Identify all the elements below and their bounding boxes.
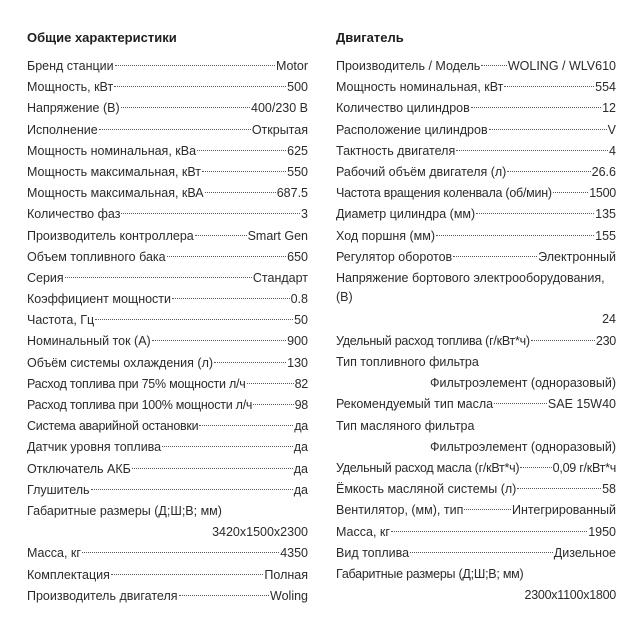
spec-row bbox=[336, 98, 616, 119]
spec-label: Отключатель АКБ bbox=[27, 461, 131, 476]
dotted-leader bbox=[132, 468, 293, 469]
dotted-leader bbox=[517, 488, 601, 489]
dotted-leader bbox=[531, 340, 595, 341]
dotted-leader bbox=[121, 107, 250, 108]
spec-row bbox=[27, 226, 308, 247]
spec-label: Мощность, кВт bbox=[27, 80, 114, 95]
spec-row bbox=[27, 289, 308, 310]
spec-value: 135 bbox=[595, 207, 616, 222]
spec-row bbox=[336, 543, 616, 564]
spec-value: да bbox=[294, 419, 308, 434]
spec-row bbox=[27, 480, 308, 501]
spec-value: 500 bbox=[287, 80, 308, 95]
spec-value: SAE 15W40 bbox=[547, 397, 616, 412]
spec-row bbox=[336, 522, 616, 543]
spec-value: Woling bbox=[270, 588, 308, 603]
dotted-leader bbox=[504, 86, 594, 87]
spec-value: да bbox=[293, 461, 308, 476]
engine-specs-title: Двигатель bbox=[336, 30, 404, 45]
spec-label: Объём системы охлаждения (л) bbox=[27, 355, 214, 370]
spec-label: Серия bbox=[27, 270, 64, 285]
spec-label: Номинальный ток (А) bbox=[27, 334, 151, 349]
spec-row bbox=[336, 416, 616, 458]
spec-row bbox=[336, 500, 616, 521]
spec-label: Частота вращения коленвала (об/мин) bbox=[336, 186, 552, 201]
dotted-leader bbox=[410, 552, 553, 553]
dotted-leader bbox=[464, 509, 511, 510]
spec-row bbox=[336, 394, 616, 415]
spec-value: 26.6 bbox=[591, 164, 616, 179]
dotted-leader bbox=[197, 150, 286, 151]
spec-value: 2300x1100x1800 bbox=[524, 588, 616, 603]
dotted-leader bbox=[121, 213, 300, 214]
spec-label: Вентилятор, (мм), тип bbox=[336, 503, 464, 518]
spec-row bbox=[27, 374, 308, 395]
spec-row bbox=[27, 98, 308, 119]
spec-value: 0.8 bbox=[290, 292, 308, 307]
spec-value: 24 bbox=[602, 311, 616, 326]
general-specs-list bbox=[27, 56, 308, 607]
dotted-leader bbox=[471, 107, 601, 108]
spec-label: Удельный расход топлива (г/кВт*ч) bbox=[336, 333, 530, 348]
dotted-leader bbox=[494, 403, 547, 404]
spec-row bbox=[336, 56, 616, 77]
spec-label: Тип масляного фильтра bbox=[336, 418, 475, 433]
spec-value: да bbox=[293, 482, 308, 497]
spec-value: Фильтроэлемент (одноразовый) bbox=[429, 376, 616, 391]
spec-row bbox=[336, 458, 616, 479]
dotted-leader bbox=[553, 192, 588, 193]
spec-value: Интегрированный bbox=[511, 503, 616, 518]
dotted-leader bbox=[453, 256, 537, 257]
spec-row bbox=[336, 564, 616, 606]
dotted-leader bbox=[179, 595, 269, 596]
spec-row bbox=[27, 183, 308, 204]
spec-row bbox=[336, 141, 616, 162]
spec-value: 687.5 bbox=[276, 186, 308, 201]
spec-label: Мощность номинальная, кВт bbox=[336, 80, 504, 95]
dotted-leader bbox=[205, 192, 276, 193]
spec-label: Производитель двигателя bbox=[27, 588, 178, 603]
dotted-leader bbox=[162, 446, 293, 447]
spec-row bbox=[336, 120, 616, 141]
spec-value: 58 bbox=[602, 482, 616, 497]
spec-row bbox=[27, 586, 308, 607]
spec-label: Напряжение (В) bbox=[27, 101, 120, 116]
spec-value: 50 bbox=[294, 313, 308, 328]
spec-row bbox=[27, 247, 308, 268]
spec-label: Расход топлива при 100% мощности л/ч bbox=[27, 398, 253, 412]
spec-label: Регулятор оборотов bbox=[336, 249, 453, 264]
spec-label: Ход поршня (мм) bbox=[336, 228, 435, 243]
dotted-leader bbox=[476, 213, 594, 214]
spec-row bbox=[27, 416, 308, 437]
spec-row bbox=[27, 141, 308, 162]
dotted-leader bbox=[172, 298, 290, 299]
spec-value: 155 bbox=[595, 228, 616, 243]
spec-label: Удельный расход масла (г/кВт*ч) bbox=[336, 461, 520, 475]
spec-label: Рабочий объём двигателя (л) bbox=[336, 164, 507, 179]
spec-label: Габаритные размеры (Д;Ш;В; мм) bbox=[336, 566, 524, 581]
spec-label: Мощность максимальная, кВт bbox=[27, 164, 202, 179]
spec-row bbox=[27, 310, 308, 331]
spec-row bbox=[336, 204, 616, 225]
dotted-leader bbox=[507, 171, 590, 172]
spec-label: Мощность номинальная, кВа bbox=[27, 143, 197, 158]
dotted-leader bbox=[99, 129, 251, 130]
spec-value: 3420x1500x2300 bbox=[212, 525, 308, 540]
spec-label: Мощность максимальная, кВА bbox=[27, 186, 204, 201]
spec-row bbox=[27, 56, 308, 77]
spec-value: 550 bbox=[287, 164, 308, 179]
spec-value: WOLING / WLV610 bbox=[507, 59, 616, 73]
dotted-leader bbox=[82, 552, 279, 553]
spec-value: Дизельное bbox=[553, 545, 616, 560]
spec-row bbox=[27, 162, 308, 183]
spec-value: V bbox=[607, 122, 616, 137]
spec-value: Motor bbox=[276, 59, 308, 73]
spec-row bbox=[27, 501, 308, 543]
spec-value: 230 bbox=[595, 333, 616, 348]
spec-row bbox=[27, 331, 308, 352]
spec-label: Рекомендуемый тип масла bbox=[336, 397, 494, 412]
dotted-leader bbox=[111, 574, 264, 575]
dotted-leader bbox=[456, 150, 608, 151]
dotted-leader bbox=[115, 65, 275, 66]
spec-value: 900 bbox=[287, 334, 308, 349]
spec-value: 650 bbox=[287, 249, 308, 264]
spec-row bbox=[336, 479, 616, 500]
engine-specs-list bbox=[336, 56, 616, 606]
dotted-leader bbox=[152, 340, 286, 341]
spec-row bbox=[27, 437, 308, 458]
spec-value: Стандарт bbox=[252, 270, 308, 285]
spec-label: Исполнение bbox=[27, 122, 98, 137]
spec-value: 4 bbox=[609, 143, 616, 158]
spec-value: 130 bbox=[287, 355, 308, 370]
spec-row bbox=[27, 543, 308, 564]
spec-label: Габаритные размеры (Д;Ш;В; мм) bbox=[27, 503, 222, 518]
spec-value: 1500 bbox=[589, 186, 616, 201]
spec-label: Датчик уровня топлива bbox=[27, 440, 162, 455]
spec-label: Объем топливного бака bbox=[27, 249, 166, 264]
spec-value: 3 bbox=[301, 207, 308, 222]
dotted-leader bbox=[214, 362, 286, 363]
spec-row bbox=[336, 331, 616, 352]
spec-label: Производитель контроллера bbox=[27, 228, 194, 243]
dotted-leader bbox=[199, 425, 293, 426]
spec-label: Производитель / Модель bbox=[336, 59, 481, 73]
spec-row bbox=[27, 204, 308, 225]
dotted-leader bbox=[202, 171, 286, 172]
spec-label: Расположение цилиндров bbox=[336, 122, 488, 137]
spec-label: Тактность двигателя bbox=[336, 143, 456, 158]
spec-row bbox=[336, 226, 616, 247]
spec-label: Масса, кг bbox=[27, 546, 81, 561]
spec-label: Напряжение бортового электрооборудования, (В) bbox=[336, 270, 605, 304]
spec-row bbox=[336, 162, 616, 183]
dotted-leader bbox=[253, 404, 293, 405]
dotted-leader bbox=[436, 235, 594, 236]
spec-value: 625 bbox=[287, 143, 308, 158]
spec-value: Открытая bbox=[251, 122, 308, 137]
spec-label: Бренд станции bbox=[27, 59, 114, 73]
spec-row bbox=[27, 268, 308, 289]
spec-label: Система аварийной остановки bbox=[27, 419, 199, 434]
dotted-leader bbox=[167, 256, 287, 257]
spec-value: 400/230 В bbox=[251, 101, 308, 116]
spec-label: Количество фаз bbox=[27, 207, 121, 222]
spec-value: Smart Gen bbox=[247, 228, 308, 243]
spec-row bbox=[27, 565, 308, 586]
dotted-leader bbox=[195, 235, 247, 236]
spec-value: 4350 bbox=[280, 546, 308, 561]
dotted-leader bbox=[91, 489, 293, 490]
spec-value: 0,09 г/кВт*ч bbox=[552, 461, 616, 475]
spec-row bbox=[336, 77, 616, 98]
spec-label: Частота, Гц bbox=[27, 313, 95, 328]
spec-row bbox=[27, 459, 308, 480]
spec-row bbox=[336, 183, 616, 204]
spec-value: да bbox=[293, 440, 308, 455]
spec-label: Коэффициент мощности bbox=[27, 292, 172, 307]
spec-row bbox=[27, 395, 308, 416]
spec-row bbox=[27, 120, 308, 141]
spec-row bbox=[336, 268, 616, 331]
spec-label: Тип топливного фильтра bbox=[336, 355, 479, 370]
spec-value: Фильтроэлемент (одноразовый) bbox=[429, 439, 616, 454]
spec-label: Диаметр цилиндра (мм) bbox=[336, 207, 476, 222]
dotted-leader bbox=[95, 319, 293, 320]
spec-value: Полная bbox=[264, 567, 308, 582]
dotted-leader bbox=[391, 531, 587, 532]
dotted-leader bbox=[114, 86, 286, 87]
spec-row bbox=[336, 352, 616, 394]
general-specs-title: Общие характеристики bbox=[27, 30, 177, 45]
spec-value: 1950 bbox=[588, 524, 616, 539]
spec-label: Глушитель bbox=[27, 482, 90, 497]
spec-label: Масса, кг bbox=[336, 524, 390, 539]
spec-value: 554 bbox=[595, 80, 616, 95]
dotted-leader bbox=[247, 383, 294, 384]
dotted-leader bbox=[489, 129, 607, 130]
spec-label: Ёмкость масляной системы (л) bbox=[336, 482, 517, 497]
spec-value: Электронный bbox=[538, 249, 616, 264]
spec-label: Комплектация bbox=[27, 567, 110, 582]
spec-row bbox=[336, 247, 616, 268]
spec-value: 98 bbox=[294, 398, 308, 412]
spec-row bbox=[27, 353, 308, 374]
spec-label: Количество цилиндров bbox=[336, 101, 470, 116]
spec-label: Расход топлива при 75% мощности л/ч bbox=[27, 376, 246, 391]
spec-row bbox=[27, 77, 308, 98]
dotted-leader bbox=[481, 65, 507, 66]
dotted-leader bbox=[520, 467, 551, 468]
spec-value: 82 bbox=[294, 376, 308, 391]
dotted-leader bbox=[65, 277, 252, 278]
spec-value: 12 bbox=[602, 101, 616, 116]
spec-label: Вид топлива bbox=[336, 545, 410, 560]
